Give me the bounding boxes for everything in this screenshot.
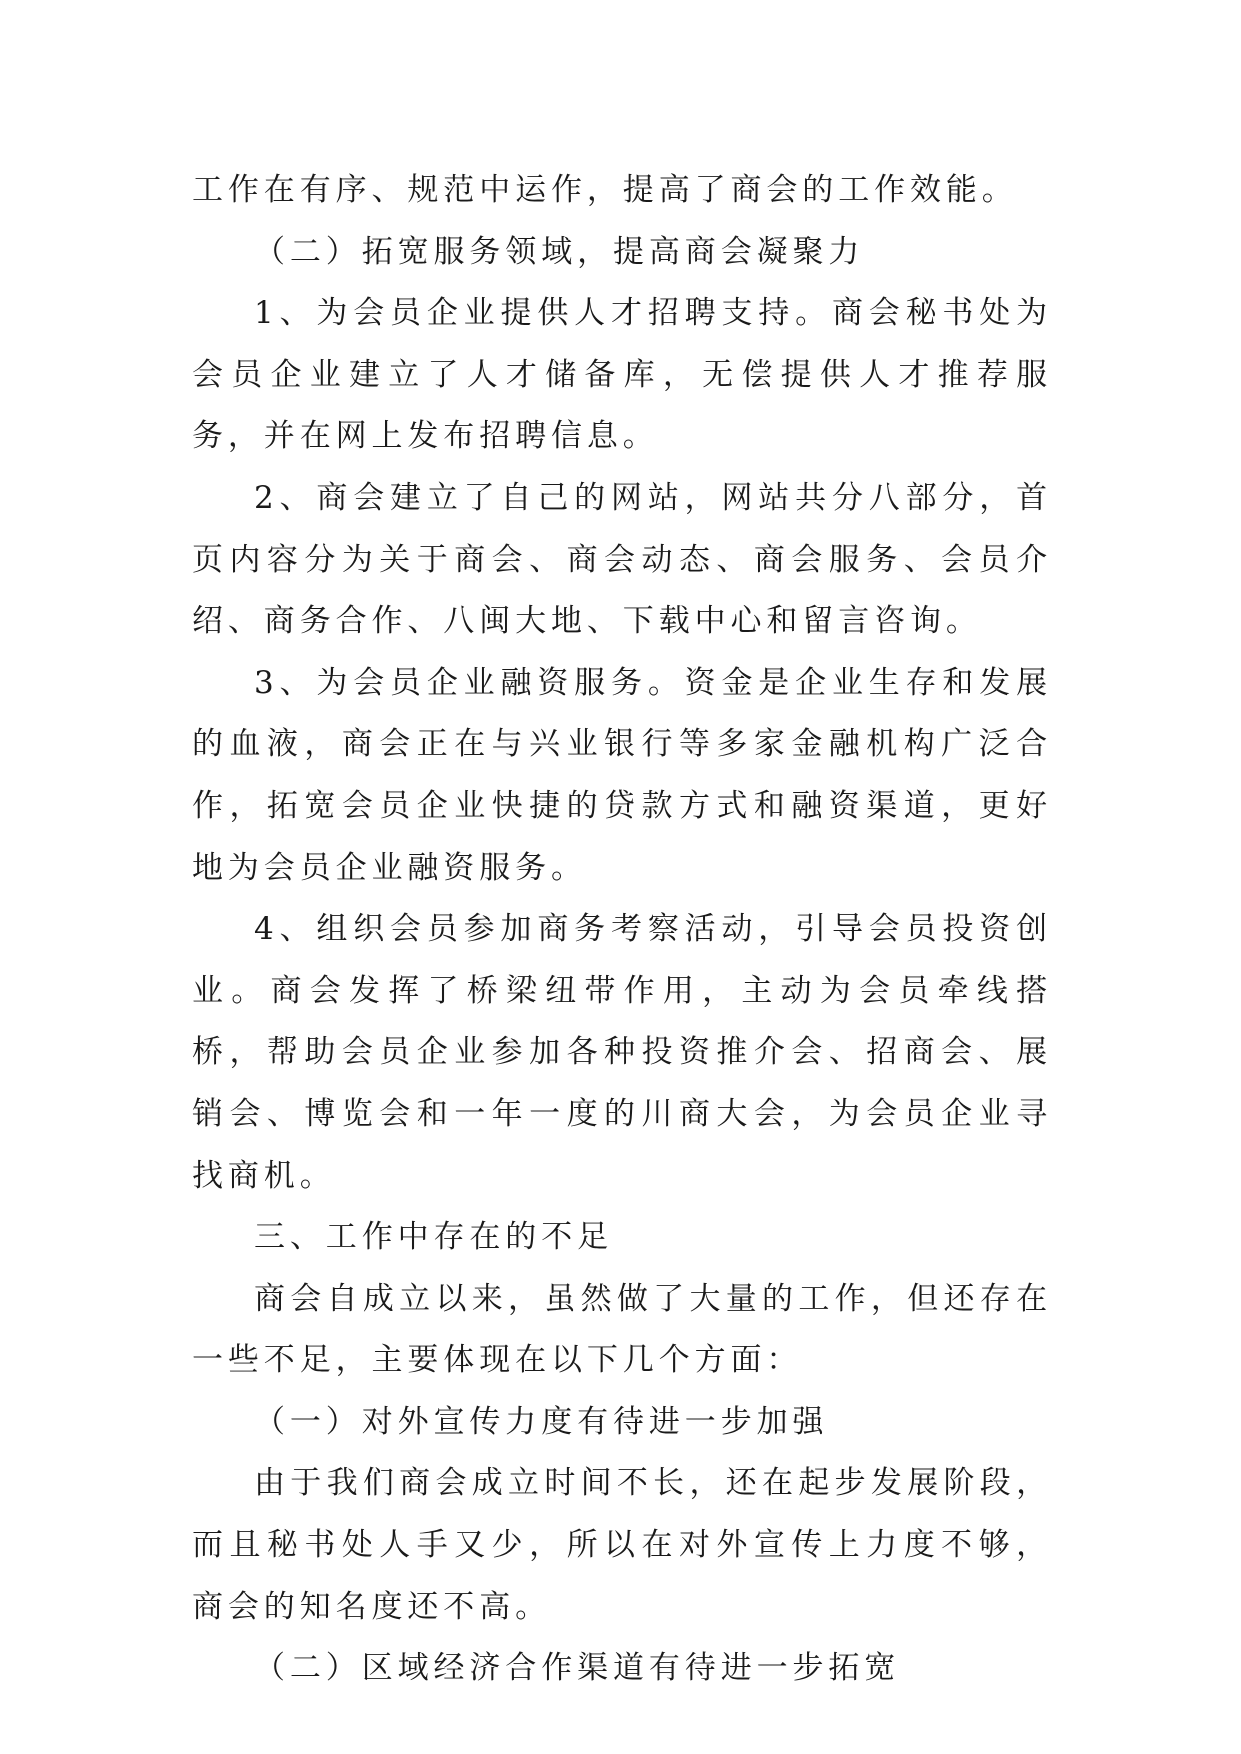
subheading-regional-cooperation: （二）区域经济合作渠道有待进一步拓宽 [254,1650,901,1687]
paragraph-shortcomings-intro: 商会自成立以来，虽然做了大量的工作，但还存在一些不足，主要体现在以下几个方面： [192,1280,1052,1379]
paragraph-item-3: 3、为会员企业融资服务。资金是企业生存和发展的血液，商会正在与兴业银行等多家金融机构广泛合作，拓宽会员企业快捷的贷款方式和融资渠道，更好地为会员企业融资服务。 [192,664,1052,886]
paragraph-continuation: 工作在有序、规范中运作，提高了商会的工作效能。 [192,172,1018,208]
paragraph-item-4: 4、组织会员参加商务考察活动，引导会员投资创业。商会发挥了桥梁纽带作用，主动为会员牵线搭桥，帮助会员企业参加各种投资推介会、招商会、展销会、博览会和一年一度的川商大会，为会员企业寻找商机。 [192,911,1052,1194]
section-heading-shortcomings: 三、工作中存在的不足 [254,1219,613,1256]
paragraph-publicity: 由于我们商会成立时间不长，还在起步发展阶段，而且秘书处人手又少，所以在对外宣传上力度不够，商会的知名度还不高。 [192,1465,1052,1625]
document-body [192,160,1052,1700]
subheading-publicity: （一）对外宣传力度有待进一步加强 [254,1403,829,1440]
paragraph-item-1: 1、为会员企业提供人才招聘支持。商会秘书处为会员企业建立了人才储备库，无偿提供人才推荐服务，并在网上发布招聘信息。 [192,295,1052,455]
section-heading-expand-services: （二）拓宽服务领域，提高商会凝聚力 [254,233,865,270]
paragraph-item-2: 2、商会建立了自己的网站，网站共分八部分，首页内容分为关于商会、商会动态、商会服务、会员介绍、商务合作、八闽大地、下载中心和留言咨询。 [192,479,1052,640]
